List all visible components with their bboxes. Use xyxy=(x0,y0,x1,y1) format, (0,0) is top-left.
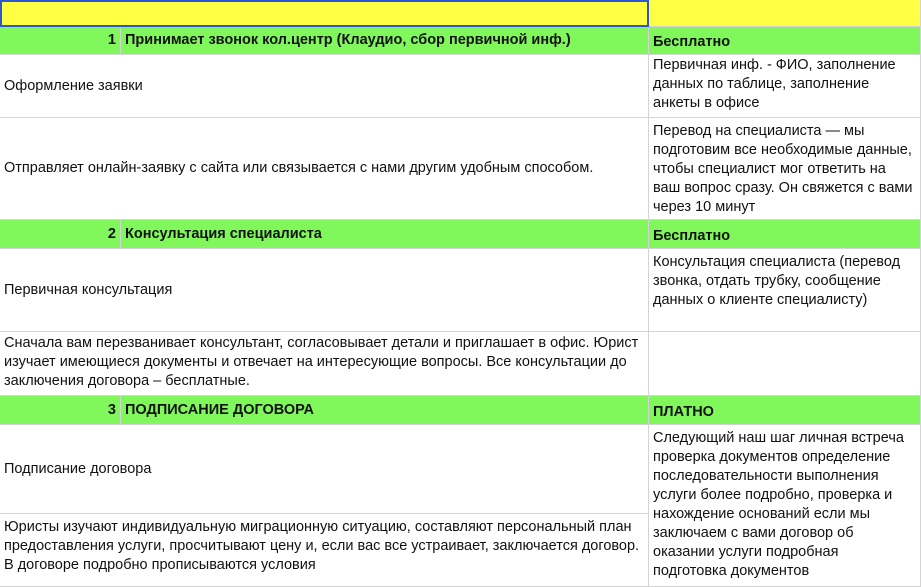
section-number: 2 xyxy=(0,220,121,248)
section-header-3[interactable] xyxy=(0,396,649,425)
step-note-cell[interactable]: Перевод на специалиста — мы подготовим все необходимые данные, чтобы специалист мог ответить на ваш вопрос сразу. Он свяжется с вами через 10 минут xyxy=(649,118,921,220)
step-name-cell[interactable]: Оформление заявки xyxy=(0,55,649,118)
section-header-1[interactable] xyxy=(0,27,649,55)
section-header-2[interactable] xyxy=(0,220,649,249)
section-number: 1 xyxy=(0,27,121,54)
section-price[interactable]: Бесплатно xyxy=(649,220,921,249)
step-description-cell[interactable]: Сначала вам перезванивает консультант, согласовывает детали и приглашает в офис. Юрист изучает имеющиеся документы и отвечает на интересующие вопросы. Все консультации до заключения договора – бесплатные. xyxy=(0,332,649,396)
empty-cell[interactable] xyxy=(649,332,921,396)
step-name-cell[interactable]: Подписание договора xyxy=(0,425,649,514)
selected-cell[interactable] xyxy=(0,0,649,27)
section-title: Принимает звонок кол.центр (Клаудио, сбор первичной инф.) xyxy=(125,32,571,48)
step-description-cell[interactable]: Юристы изучают индивидуальную миграционную ситуацию, составляют персональный план предоставления услуги, просчитывают цену и, если вас все устраивает, заключается договор. В договоре подробно прописываются условия xyxy=(0,514,649,587)
section-price[interactable]: Бесплатно xyxy=(649,27,921,55)
step-note-cell[interactable]: Консультация специалиста (перевод звонка, отдать трубку, сообщение данных о клиенте специалисту) xyxy=(649,249,921,332)
step-description-cell[interactable]: Отправляет онлайн-заявку с сайта или связывается с нами другим удобным способом. xyxy=(0,118,649,220)
section-title: Консультация специалиста xyxy=(125,225,322,242)
step-name-cell[interactable]: Первичная консультация xyxy=(0,249,649,332)
section-number: 3 xyxy=(0,396,121,424)
section-price[interactable]: ПЛАТНО xyxy=(649,396,921,425)
yellow-cell[interactable] xyxy=(649,0,921,27)
section-title: ПОДПИСАНИЕ ДОГОВОРА xyxy=(125,401,315,418)
step-note-cell[interactable]: Следующий наш шаг личная встреча проверка документов определение последовательности выполнения услуги более подробно, проверка и нахождение оснований если мы заключаем с вами договор об оказании услуги подробная подготовка документов xyxy=(649,425,921,587)
step-note-cell[interactable]: Первичная инф. - ФИО, заполнение данных по таблице, заполнение анкеты в офисе xyxy=(649,55,921,118)
